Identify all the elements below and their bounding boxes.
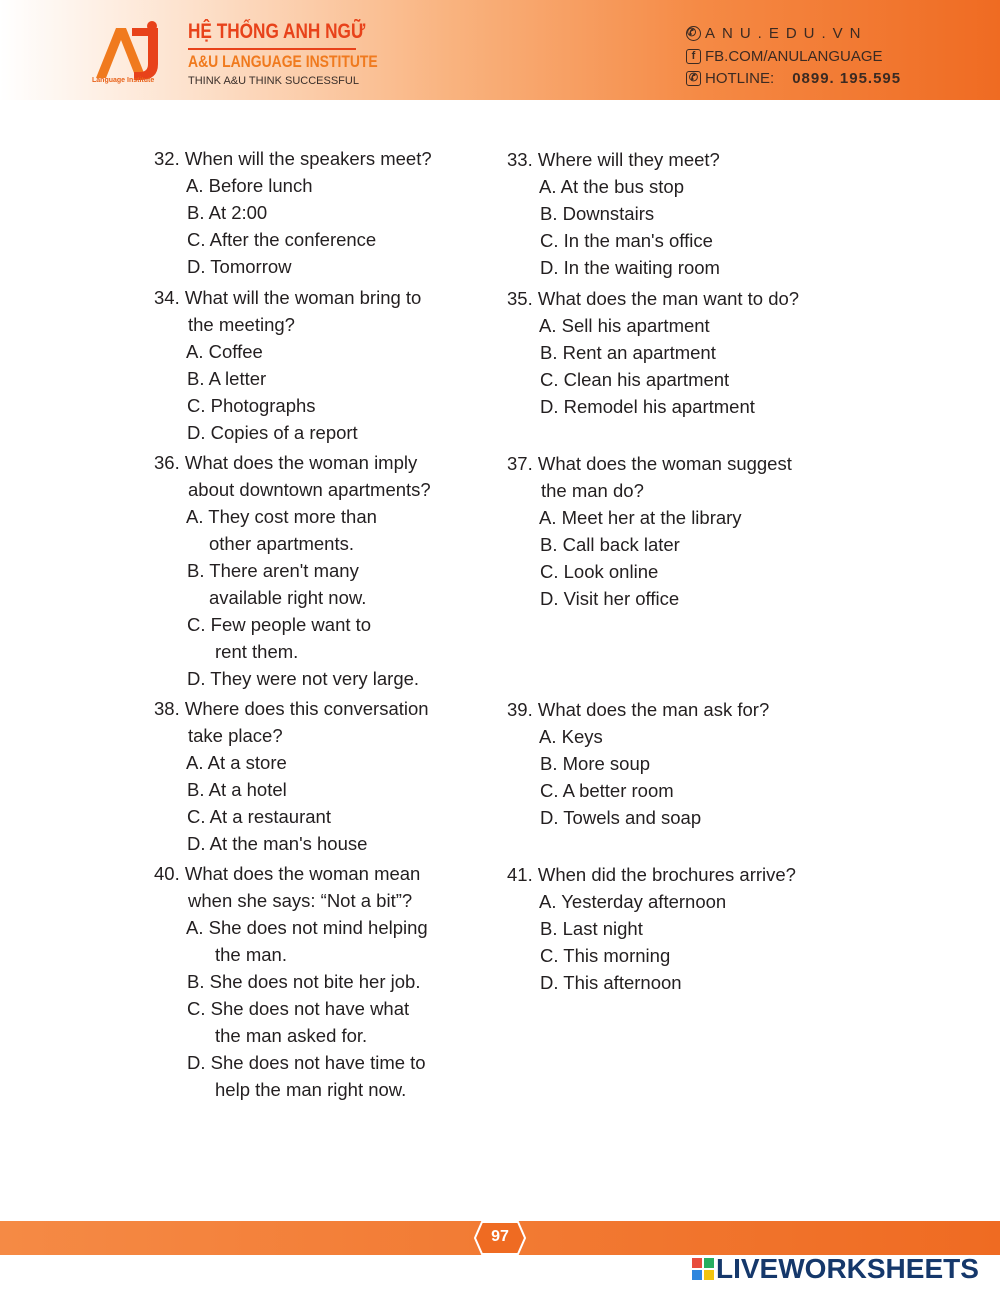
- option-c-cont: rent them.: [215, 641, 299, 662]
- question-32: [154, 145, 432, 280]
- option-c[interactable]: C. A better room: [540, 780, 674, 801]
- hotline-contact[interactable]: [686, 70, 901, 87]
- option-b[interactable]: B. Downstairs: [540, 203, 655, 224]
- question-stem-cont: take place?: [188, 725, 283, 746]
- hotline-label: HOTLINE:: [705, 70, 775, 87]
- option-d[interactable]: D. At the man's house: [187, 833, 368, 854]
- option-c[interactable]: C. Few people want to: [187, 614, 372, 635]
- question-number: 41.: [507, 864, 533, 885]
- page-header: [0, 0, 1000, 100]
- option-b[interactable]: B. More soup: [540, 753, 651, 774]
- question-38: [154, 695, 429, 857]
- phone-icon: ✆: [686, 71, 701, 86]
- option-a-cont: other apartments.: [209, 533, 354, 554]
- option-a[interactable]: A. She does not mind helping: [186, 917, 428, 938]
- question-stem-cont: when she says: “Not a bit”?: [188, 890, 413, 911]
- brand-title: HỆ THỐNG ANH NGỮ: [188, 20, 366, 43]
- option-c[interactable]: C. She does not have what: [187, 998, 410, 1019]
- option-b-cont: available right now.: [209, 587, 367, 608]
- option-d[interactable]: D. Towels and soap: [540, 807, 702, 828]
- question-34: [154, 284, 421, 446]
- option-a[interactable]: A. Sell his apartment: [539, 315, 710, 336]
- brand-name: A&U LANGUAGE INSTITUTE: [188, 52, 378, 71]
- option-c[interactable]: C. At a restaurant: [187, 806, 331, 827]
- question-39: [507, 696, 769, 831]
- option-d[interactable]: D. This afternoon: [540, 972, 682, 993]
- option-a[interactable]: A. Yesterday afternoon: [539, 891, 727, 912]
- liveworksheets-watermark[interactable]: [692, 1253, 979, 1285]
- option-d[interactable]: D. Visit her office: [540, 588, 680, 609]
- facebook-text: FB.COM/ANULANGUAGE: [705, 48, 883, 65]
- question-number: 39.: [507, 699, 533, 720]
- facebook-contact[interactable]: [686, 48, 883, 65]
- question-stem: What will the woman bring to: [184, 287, 422, 308]
- question-stem-cont: the meeting?: [188, 314, 295, 335]
- question-33: [507, 146, 720, 281]
- question-number: 33.: [507, 149, 533, 170]
- question-number: 37.: [507, 453, 533, 474]
- question-37: [507, 450, 792, 612]
- option-c[interactable]: C. This morning: [540, 945, 671, 966]
- option-b[interactable]: B. A letter: [187, 368, 267, 389]
- option-b[interactable]: B. At a hotel: [187, 779, 287, 800]
- option-b[interactable]: B. Call back later: [540, 534, 680, 555]
- facebook-icon: f: [686, 49, 701, 64]
- option-a[interactable]: A. Before lunch: [186, 175, 313, 196]
- option-d[interactable]: D. They were not very large.: [187, 668, 420, 689]
- option-b[interactable]: B. There aren't many: [187, 560, 359, 581]
- question-number: 38.: [154, 698, 180, 719]
- option-a[interactable]: A. Keys: [539, 726, 603, 747]
- option-a[interactable]: A. Coffee: [186, 341, 263, 362]
- question-stem: What does the woman imply: [184, 452, 418, 473]
- question-stem: When did the brochures arrive?: [537, 864, 796, 885]
- option-b[interactable]: B. She does not bite her job.: [187, 971, 421, 992]
- option-a[interactable]: A. At a store: [186, 752, 287, 773]
- question-stem: What does the man ask for?: [537, 699, 770, 720]
- question-number: 34.: [154, 287, 180, 308]
- question-number: 32.: [154, 148, 180, 169]
- brand-slogan: THINK A&U THINK SUCCESSFUL: [188, 75, 359, 87]
- option-a[interactable]: A. At the bus stop: [539, 176, 685, 197]
- liveworksheets-logo-icon: [692, 1258, 714, 1280]
- question-36: [154, 449, 431, 692]
- liveworksheets-text: LIVEWORKSHEETS: [716, 1253, 979, 1284]
- question-stem-cont: about downtown apartments?: [188, 479, 431, 500]
- hotline-number: 0899. 195.595: [792, 70, 902, 87]
- page-number: 97: [491, 1228, 509, 1245]
- option-c[interactable]: C. Photographs: [187, 395, 316, 416]
- question-stem: Where does this conversation: [184, 698, 429, 719]
- question-40: [154, 860, 428, 1103]
- question-number: 40.: [154, 863, 180, 884]
- logo-subtitle: Language Institute: [92, 77, 155, 84]
- question-stem: Where will they meet?: [537, 149, 720, 170]
- question-stem-cont: the man do?: [541, 480, 644, 501]
- question-number: 35.: [507, 288, 533, 309]
- option-d-cont: help the man right now.: [215, 1079, 407, 1100]
- question-stem: When will the speakers meet?: [184, 148, 432, 169]
- option-b[interactable]: B. Rent an apartment: [540, 342, 716, 363]
- option-c[interactable]: C. Clean his apartment: [540, 369, 730, 390]
- question-stem: What does the woman suggest: [537, 453, 792, 474]
- option-c[interactable]: C. After the conference: [187, 229, 377, 250]
- option-d[interactable]: D. She does not have time to: [187, 1052, 426, 1073]
- option-d[interactable]: D. Tomorrow: [187, 256, 292, 277]
- question-35: [507, 285, 799, 420]
- option-c-cont: the man asked for.: [215, 1025, 368, 1046]
- question-stem: What does the woman mean: [184, 863, 421, 884]
- option-b[interactable]: B. Last night: [540, 918, 643, 939]
- option-d[interactable]: D. In the waiting room: [540, 257, 720, 278]
- option-b[interactable]: B. At 2:00: [187, 202, 268, 223]
- option-a[interactable]: A. They cost more than: [186, 506, 377, 527]
- option-c[interactable]: C. Look online: [540, 561, 659, 582]
- question-stem: What does the man want to do?: [537, 288, 800, 309]
- phone-circle-icon: ✆: [687, 27, 704, 39]
- website-text: ANU.EDU.VN: [705, 25, 868, 42]
- brand-divider: [188, 48, 356, 50]
- question-41: [507, 861, 796, 996]
- option-d[interactable]: D. Copies of a report: [187, 422, 358, 443]
- website-contact[interactable]: [686, 25, 868, 42]
- option-c[interactable]: C. In the man's office: [540, 230, 713, 251]
- option-a[interactable]: A. Meet her at the library: [539, 507, 742, 528]
- question-number: 36.: [154, 452, 180, 473]
- option-d[interactable]: D. Remodel his apartment: [540, 396, 755, 417]
- option-a-cont: the man.: [215, 944, 287, 965]
